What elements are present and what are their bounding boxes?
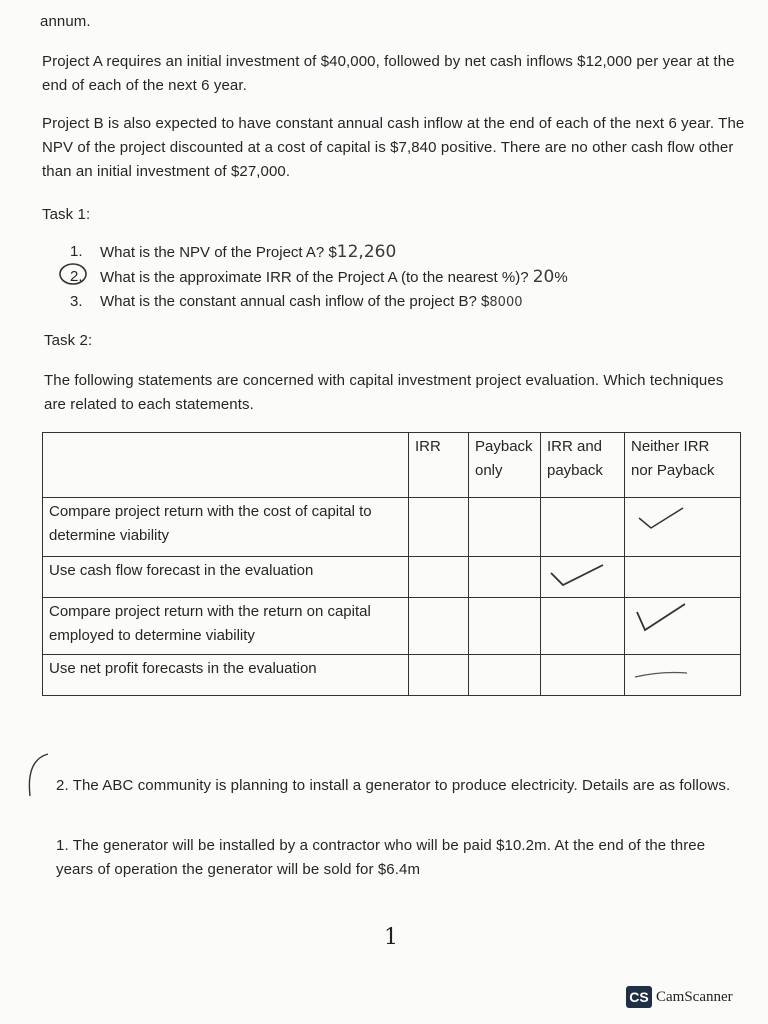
- cell: [469, 498, 541, 557]
- cell: [409, 498, 469, 557]
- table-header-irr-and-payback: IRR and payback: [541, 433, 625, 498]
- task1-heading: Task 1:: [42, 206, 91, 223]
- row-label: Use net profit forecasts in the evaluation: [43, 655, 409, 696]
- handwritten-answer: 20: [532, 267, 555, 287]
- handwritten-answer: 8000: [489, 295, 523, 310]
- row-label: Compare project return with the return on capital employed to determine viability: [43, 598, 409, 655]
- cell: [541, 557, 625, 598]
- cell: [469, 598, 541, 655]
- question-number: 3.: [70, 293, 83, 310]
- table-row: [43, 498, 741, 557]
- table-header-row: [43, 433, 741, 498]
- task2-intro: The following statements are concerned with capital investment project evaluation. Which techniques are related to each statements.: [44, 372, 724, 413]
- question2-intro: 2. The ABC community is planning to install a generator to produce electricity. Details are as follows.: [56, 777, 731, 794]
- question-text: What is the NPV of the Project A? $: [100, 244, 337, 261]
- task1-question-3: [70, 290, 730, 315]
- table-row: [43, 655, 741, 696]
- task1-questions: [70, 240, 730, 315]
- table-row: [43, 598, 741, 655]
- cell: [625, 498, 741, 557]
- project-a-paragraph: Project A requires an initial investment of $40,000, followed by net cash inflows $12,000 per year at the end of each of the next 6 year.: [42, 53, 735, 94]
- cell: [541, 655, 625, 696]
- table-header-payback: Payback only: [469, 433, 541, 498]
- table-header-blank: [43, 433, 409, 498]
- checkmark-icon: [547, 559, 607, 593]
- question-number: 2.: [70, 268, 83, 285]
- task1-question-2: [70, 265, 730, 290]
- handwritten-answer: 12,260: [336, 242, 397, 262]
- cell: [625, 655, 741, 696]
- checkmark-icon: [631, 500, 691, 534]
- table-header-irr: IRR: [409, 433, 469, 498]
- project-b-paragraph: Project B is also expected to have constant annual cash inflow at the end of each of the next 6 year. The NPV of the project discounted at a cost of capital is $7,840 positive. There are no other cash flow other than an initial investment of $27,000.: [42, 115, 745, 180]
- task2-heading: Task 2:: [44, 332, 93, 349]
- handwritten-arc-mark: [22, 750, 52, 800]
- camscanner-logo-icon: CS: [626, 986, 652, 1008]
- cell: [541, 598, 625, 655]
- cell: [469, 557, 541, 598]
- handwritten-circle-mark: [56, 260, 90, 288]
- question2-detail: 1. The generator will be installed by a contractor who will be paid $10.2m. At the end of the three years of operation the generator will be sold for $6.4m: [56, 837, 706, 878]
- cell: [625, 557, 741, 598]
- question-number: 1.: [70, 243, 83, 260]
- table-row: [43, 557, 741, 598]
- cell: [469, 655, 541, 696]
- cell: [409, 598, 469, 655]
- table-header-neither: Neither IRR nor Payback: [625, 433, 741, 498]
- question-tail: %: [554, 269, 568, 286]
- camscanner-watermark: [626, 986, 733, 1008]
- row-label: Use cash flow forecast in the evaluation: [43, 557, 409, 598]
- checkmark-icon: [631, 600, 691, 634]
- cell: [409, 655, 469, 696]
- annum-fragment: annum.: [40, 13, 91, 30]
- camscanner-brand-name: CamScanner: [656, 988, 733, 1005]
- page-number: 1: [384, 925, 398, 950]
- task1-question-1: [70, 240, 730, 265]
- question-text: What is the constant annual cash inflow of the project B? $: [100, 293, 490, 310]
- evaluation-table: [42, 432, 741, 696]
- cell: [409, 557, 469, 598]
- dash-mark-icon: [631, 657, 691, 691]
- cell: [541, 498, 625, 557]
- cell: [625, 598, 741, 655]
- row-label: Compare project return with the cost of capital to determine viability: [43, 498, 409, 557]
- question-text: What is the approximate IRR of the Project A (to the nearest %)?: [100, 269, 533, 286]
